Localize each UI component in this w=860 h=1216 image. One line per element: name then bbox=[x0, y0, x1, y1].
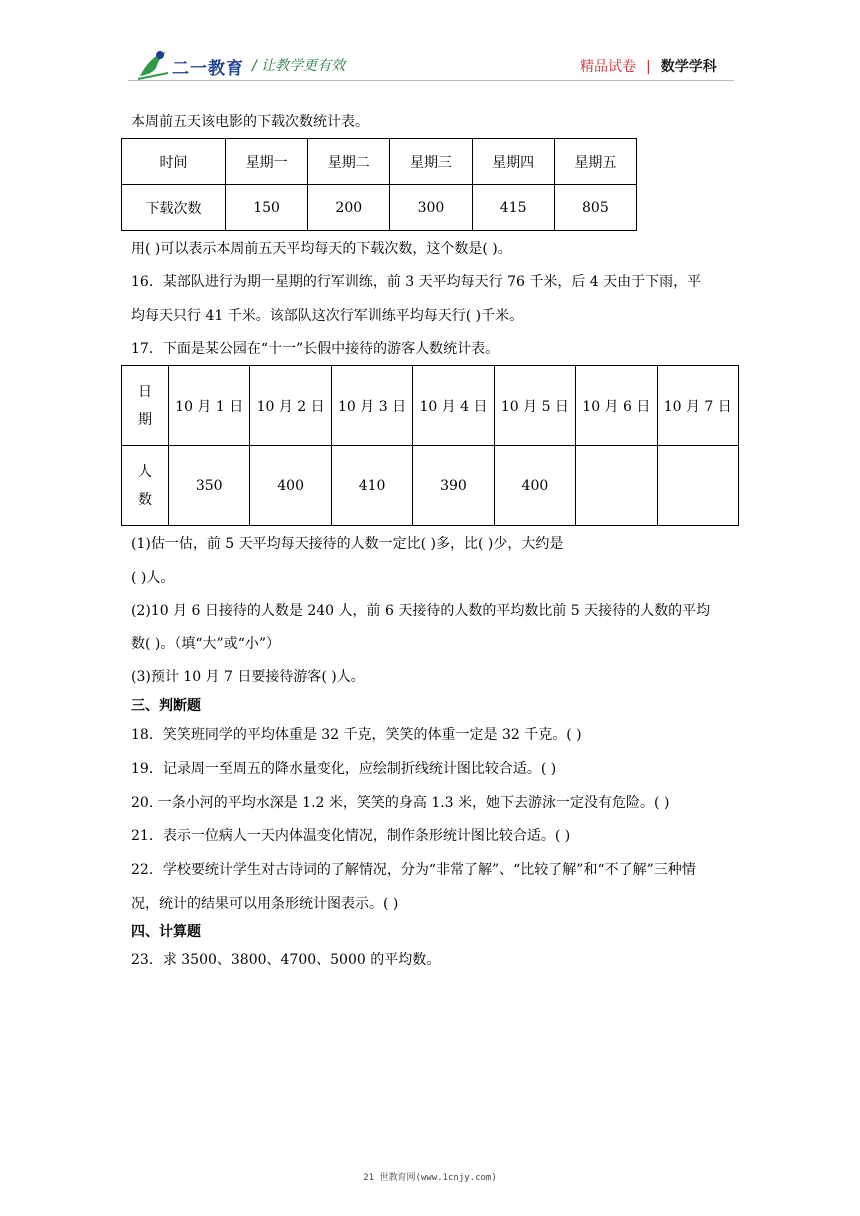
row-label-char: 日 bbox=[138, 383, 152, 400]
table-header-cell: 10 月 3 日 bbox=[331, 366, 412, 446]
table-header-cell: 10 月 2 日 bbox=[250, 366, 331, 446]
table-header-cell: 星期三 bbox=[390, 139, 472, 185]
question-23: 23．求 3500、3800、4700、5000 的平均数。 bbox=[131, 952, 441, 968]
question-21: 21．表示一位病人一天内体温变化情况，制作条形统计图比较合适。( ) bbox=[131, 828, 571, 844]
header-right bbox=[580, 56, 717, 76]
table-row-label: 下载次数 bbox=[122, 185, 226, 231]
question-22-line2: 况，统计的结果可以用条形统计图表示。( ) bbox=[131, 896, 399, 912]
brand-slogan: / 让教学更有效 bbox=[252, 58, 346, 74]
table-cell: 415 bbox=[472, 185, 554, 231]
section-heading-calculation: 四、计算题 bbox=[131, 924, 201, 940]
table-header-cell: 星期五 bbox=[554, 139, 636, 185]
section-heading-judgement: 三、判断题 bbox=[131, 698, 201, 714]
row-label-char: 人 bbox=[138, 463, 152, 480]
table-cell: 150 bbox=[226, 185, 308, 231]
row-label-char: 期 bbox=[138, 411, 152, 428]
question-16-line1: 16．某部队进行为期一星期的行军训练，前 3 天平均每天行 76 千米，后 4 天由于下雨，平 bbox=[131, 274, 702, 290]
header-label-paper: 精品试卷 bbox=[580, 59, 636, 75]
table-cell: 390 bbox=[413, 446, 494, 526]
table-header-cell: 星期二 bbox=[308, 139, 390, 185]
question-17-part1-line2: ( )人。 bbox=[131, 570, 175, 586]
table-cell: 300 bbox=[390, 185, 472, 231]
question-17-part1-line1: (1)估一估，前 5 天平均每天接待的人数一定比( )多，比( )少，大约是 bbox=[131, 536, 564, 552]
table-cell-blank bbox=[576, 446, 657, 526]
table-cell: 400 bbox=[250, 446, 331, 526]
page-footer: 21 世教育网(www.1cnjy.com) bbox=[363, 1173, 497, 1183]
question-17-part3: (3)预计 10 月 7 日要接待游客( )人。 bbox=[131, 669, 365, 685]
table-header-cell: 10 月 7 日 bbox=[657, 366, 738, 446]
table-cell: 805 bbox=[554, 185, 636, 231]
question-17-part2-line2: 数( )。（填“大”或“小”） bbox=[131, 636, 281, 652]
table-header-cell: 10 月 6 日 bbox=[576, 366, 657, 446]
table-header-cell: 时间 bbox=[122, 139, 226, 185]
header-separator: | bbox=[646, 59, 651, 75]
table-cell-blank bbox=[657, 446, 738, 526]
question-17-part2-line1: (2)10 月 6 日接待的人数是 240 人，前 6 天接待的人数的平均数比前 5 天接待的人数的平均 bbox=[131, 603, 711, 619]
table1-caption: 本周前五天该电影的下载次数统计表。 bbox=[131, 114, 369, 130]
visitor-table bbox=[121, 365, 739, 526]
table-row bbox=[122, 139, 637, 185]
table-row-label bbox=[122, 446, 169, 526]
question-16-line2: 均每天只行 41 千米。该部队这次行军训练平均每天行( )千米。 bbox=[131, 308, 524, 324]
table-row-label bbox=[122, 366, 169, 446]
row-label-char: 数 bbox=[138, 491, 152, 508]
question-22-line1: 22．学校要统计学生对古诗词的了解情况，分为“非常了解”、“比较了解”和“不了解”三种情 bbox=[131, 862, 696, 878]
table-header-cell: 10 月 1 日 bbox=[169, 366, 250, 446]
table-cell: 410 bbox=[331, 446, 412, 526]
table-header-cell: 星期一 bbox=[226, 139, 308, 185]
question-19: 19．记录周一至周五的降水量变化，应绘制折线统计图比较合适。( ) bbox=[131, 761, 557, 777]
header-divider bbox=[128, 80, 734, 81]
table-header-cell: 10 月 4 日 bbox=[413, 366, 494, 446]
table-row bbox=[122, 366, 739, 446]
table-row bbox=[122, 446, 739, 526]
table-cell: 350 bbox=[169, 446, 250, 526]
table-row bbox=[122, 185, 637, 231]
question-17-stem: 17．下面是某公园在“十一”长假中接待的游客人数统计表。 bbox=[131, 341, 500, 357]
question-15-tail: 用( )可以表示本周前五天平均每天的下载次数，这个数是( )。 bbox=[131, 241, 512, 257]
table-header-cell: 星期四 bbox=[472, 139, 554, 185]
table-header-cell: 10 月 5 日 bbox=[494, 366, 575, 446]
brand-name: 二一教育 bbox=[172, 59, 244, 79]
question-18: 18．笑笑班同学的平均体重是 32 千克，笑笑的体重一定是 32 千克。( ) bbox=[131, 727, 582, 743]
download-table bbox=[121, 138, 637, 231]
table-cell: 400 bbox=[494, 446, 575, 526]
table-cell: 200 bbox=[308, 185, 390, 231]
question-20: 20. 一条小河的平均水深是 1.2 米，笑笑的身高 1.3 米，她下去游泳一定没有危险。( ) bbox=[131, 795, 670, 811]
header-label-subject: 数学学科 bbox=[660, 59, 717, 75]
